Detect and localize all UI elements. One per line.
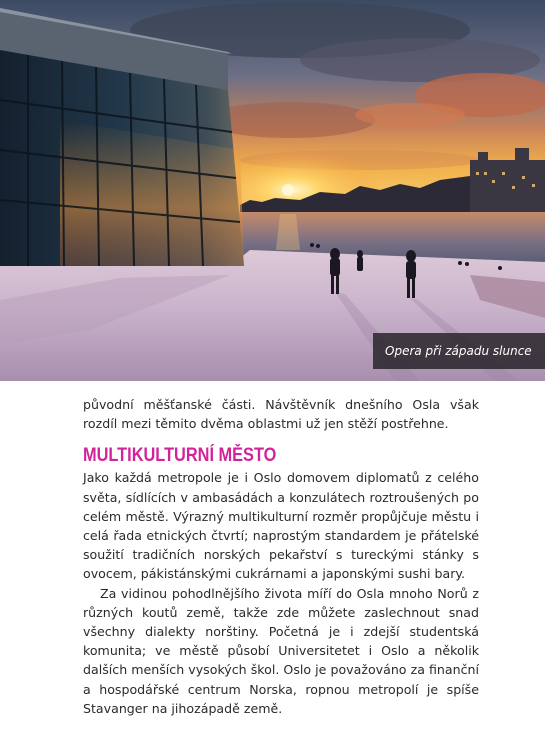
photo-caption: Opera při západu slunce bbox=[373, 333, 545, 369]
intro-paragraph: původní měšťanské části. Návštěvník dnešního Osla však rozdíl mezi těmito dvěma oblastmi už jen stěží postřehne. bbox=[83, 397, 479, 432]
article-body bbox=[83, 395, 479, 718]
paragraph-2: Za vidinou pohodlnějšího života míří do Osla mnoho Norů z různých koutů země, takže zde můžete zaslechnout snad všechny dialekty norštiny. Početná je i zdejší studentská komunita; ve městě působí Universitetet i Oslo a několik dalších menších vysokých škol. Oslo je považováno za finanční a hospodářské centrum Norska, ropnou metropolí je spíše Stavanger na jihozápadě země. bbox=[83, 585, 479, 716]
paragraph-1: Jako každá metropole je i Oslo domovem diplomatů z celého světa, sídlících v ambasádách a konzulátech roztroušených po celém městě. Výrazný multikulturní rozměr propůjčuje městu i celá řada etnických čtvrtí; naprostým standardem je přátelské soužití tradičních norských pekařství s tureckými stánky s ovocem, pákistánskými cukrárnami a japonskými sushi bary. bbox=[83, 470, 479, 582]
section-heading: MULTIKULTURNÍ MĚSTO bbox=[83, 445, 277, 467]
